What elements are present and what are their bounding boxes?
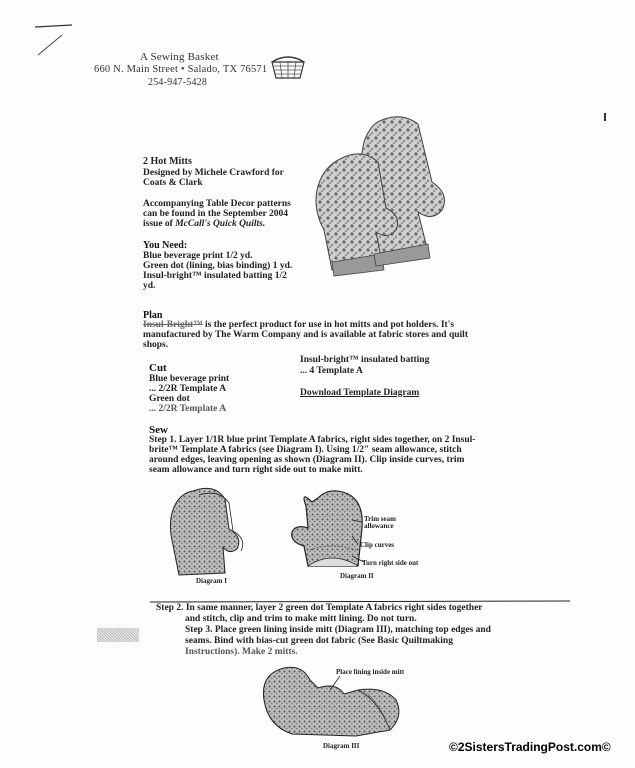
- step1-line-1: Step 1. Layer 1/1R blue print Template A fabrics, right sides together, on 2 Insul-: [149, 435, 476, 445]
- project-title: 2 Hot Mitts: [143, 156, 192, 167]
- cut-item-1: Blue beverage print: [149, 374, 230, 384]
- plan-heading: Plan: [143, 310, 163, 321]
- diagram-2-label: Diagram II: [340, 572, 374, 580]
- cut-item-1-sub: ... 2/2R Template A: [149, 384, 227, 394]
- step1-line-3: around edges, leaving opening as shown (Diagram II). Clip inside curves, trim: [149, 455, 465, 465]
- note-place-lining: Place lining inside mitt: [336, 668, 405, 676]
- company-line: Coats & Clark: [143, 178, 203, 188]
- diagram-3-label: Diagram III: [323, 742, 360, 750]
- step3-line-2: seams. Bind with bias-cut green dot fabric (See Basic Quiltmaking: [185, 636, 453, 646]
- shop-phone: 254-947-5428: [148, 77, 208, 88]
- need-line-2: Green dot (lining, bias binding) 1 yd.: [143, 261, 293, 271]
- you-need-heading: You Need:: [143, 240, 188, 251]
- shop-name: A Sewing Basket: [140, 51, 219, 63]
- diagram-1-mitt: [163, 485, 253, 580]
- step3-line-1: Step 3. Place green lining inside mitt (Diagram III), matching top edges and: [185, 625, 491, 635]
- note-trim-seam-1: Trim seam: [364, 515, 396, 523]
- accompany-issue: issue of: [143, 219, 176, 229]
- step1-line-4: seam allowance and turn right side out to make mitt.: [149, 465, 363, 475]
- diagram-1-label: Diagram I: [196, 577, 227, 585]
- step2-line-2: and stitch, clip and trim to make mitt lining. Do not turn.: [185, 614, 417, 624]
- download-template-link[interactable]: Download Template Diagram: [300, 388, 420, 398]
- note-clip-curves: Clip curves: [360, 541, 395, 549]
- cut-heading: Cut: [149, 362, 167, 374]
- sewing-basket-logo: [268, 54, 308, 84]
- diagram-3-leader: [326, 676, 346, 696]
- step3-line-3: Instructions). Make 2 mitts.: [185, 647, 298, 657]
- need-line-1: Blue beverage print 1/2 yd.: [143, 251, 253, 261]
- step2-line-1: Step 2. In same manner, layer 2 green dot Template A fabrics right sides together: [156, 603, 483, 613]
- insul-bright-link[interactable]: Insul-Bright™: [143, 320, 203, 330]
- scan-noise: [97, 628, 139, 642]
- accompany-line-3: [143, 219, 265, 229]
- note-trim-seam-2: allowance: [364, 522, 394, 530]
- need-line-4: yd.: [143, 281, 156, 291]
- plan-line-2: manufactured by The Warm Company and is available at fabric stores and quilt: [143, 330, 468, 340]
- plan-line-3: shops.: [143, 340, 169, 350]
- note-turn-right-side: Turn right side out: [362, 559, 419, 567]
- magazine-link[interactable]: McCall's Quick Quilts.: [175, 219, 266, 229]
- cut-item-2-sub: ... 2/2R Template A: [149, 404, 227, 414]
- cut-batting: Insul-bright™ insulated batting: [300, 355, 430, 365]
- hot-mitts-photo: [302, 112, 452, 277]
- step1-line-2: brite™ Template A fabrics (see Diagram I). Using 1/2" seam allowance, stitch: [149, 445, 462, 455]
- accompany-line-1: Accompanying Table Decor patterns: [143, 199, 291, 209]
- plan-line-1-text: is the perfect product for use in hot mitts and pot holders. It's: [202, 320, 455, 330]
- designer-line: Designed by Michele Crawford for: [143, 168, 284, 178]
- watermark: ©2SistersTradingPost.com©: [449, 740, 611, 754]
- plan-line-1: [143, 320, 454, 330]
- sew-heading: Sew: [149, 424, 168, 436]
- need-line-3: Insul-bright™ insulated batting 1/2: [143, 271, 287, 281]
- shop-address: 660 N. Main Street • Salado, TX 76571: [94, 64, 268, 75]
- pen-mark: [20, 15, 80, 55]
- note-trim-seam: [364, 516, 396, 530]
- scan-dot: [603, 113, 609, 123]
- cut-batting-sub: ... 4 Template A: [300, 366, 363, 376]
- cut-item-2: Green dot: [149, 394, 190, 404]
- accompany-line-2: can be found in the September 2004: [143, 209, 288, 219]
